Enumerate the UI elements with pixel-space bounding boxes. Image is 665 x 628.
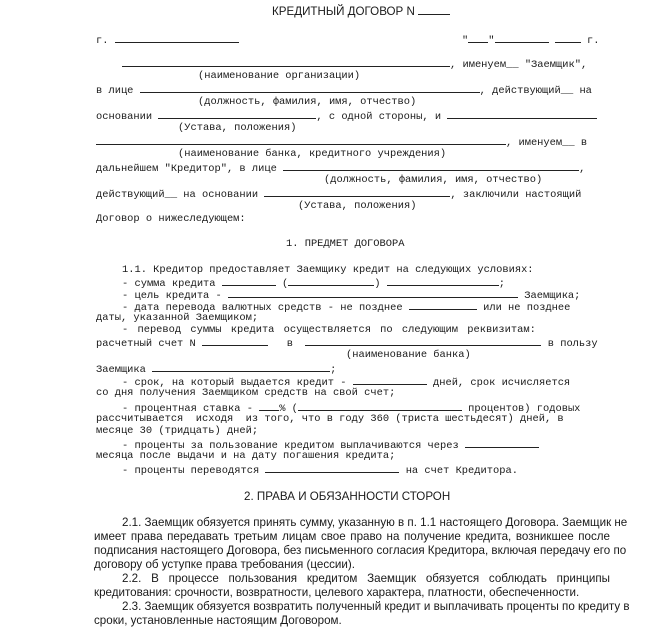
borrower-line xyxy=(96,362,336,376)
borrower-name-blank[interactable] xyxy=(122,57,450,67)
text-line: месяце 30 (тридцать) дней; xyxy=(96,425,259,437)
pay-blank[interactable] xyxy=(465,438,539,448)
borrower-rep-blank[interactable] xyxy=(140,83,480,93)
t: ; xyxy=(330,364,337,376)
creditor-rep-blank[interactable] xyxy=(283,161,579,171)
preamble-line-5 xyxy=(96,161,585,175)
borrower-basis-blank[interactable] xyxy=(158,109,316,119)
preamble-line-4 xyxy=(96,135,587,149)
section-2-heading: 2. ПРАВА И ОБЯЗАННОСТИ СТОРОН xyxy=(244,490,451,503)
term-blank[interactable] xyxy=(353,375,427,385)
t: на счет Кредитора. xyxy=(405,465,518,477)
q2: " xyxy=(488,35,495,47)
date-line xyxy=(462,33,599,47)
t: в лице xyxy=(96,85,134,97)
hint: (наименование банка, кредитного учреждения) xyxy=(178,148,447,160)
hint: (должность, фамилия, имя, отчество) xyxy=(198,96,417,108)
text-line: - перевод суммы кредита осуществляется по следующим реквизитам: xyxy=(122,324,536,336)
t: - сумма кредита xyxy=(122,278,216,290)
t: - дата перевода валютных средств - не позднее xyxy=(122,302,403,314)
text-line: со дня получения Заемщиком средств на свой счет; xyxy=(96,387,396,399)
date-blank[interactable] xyxy=(409,300,477,310)
t: действующий__ на основании xyxy=(96,189,259,201)
hint: (Устава, положения) xyxy=(298,200,417,212)
bank-blank-start[interactable] xyxy=(447,109,597,119)
preamble-line-7: Договор о нижеследующем: xyxy=(96,213,246,225)
t: - проценты за пользование кредитом выплачиваются через xyxy=(122,440,459,452)
clause-2-2-l2: кредитования: срочности, возвратности, целевого характера, платности, обеспеченности. xyxy=(94,586,580,599)
hint: (Устава, положения) xyxy=(178,122,297,134)
account-line xyxy=(96,336,598,350)
t: % ( xyxy=(279,403,298,415)
year-blank[interactable] xyxy=(555,33,581,43)
text-line: рассчитывается исходя из того, что в году 360 (триста шестьдесят) дней, в xyxy=(96,413,564,425)
t: основании xyxy=(96,111,153,123)
clause-2-1-l4: договору об уступке права требования (цессии). xyxy=(94,558,355,571)
t: , заключили настоящий xyxy=(450,189,582,201)
hint: (наименование банка) xyxy=(346,349,471,361)
city-prefix: г. xyxy=(96,35,109,47)
day-blank[interactable] xyxy=(468,33,488,43)
t: или не позднее xyxy=(483,302,571,314)
t: , действующий__ на xyxy=(479,85,592,97)
t: процентов) годовых xyxy=(468,403,581,415)
t: дальнейшем "Кредитор", в лице xyxy=(96,163,277,175)
t: ) xyxy=(374,278,381,290)
preamble-line-2 xyxy=(96,83,592,97)
rate-words-blank[interactable] xyxy=(298,401,462,411)
text-line: месяца после выдачи и на дату погашения кредита; xyxy=(96,450,396,462)
goal-blank[interactable] xyxy=(228,288,518,298)
t: , именуем__ "Заемщик", xyxy=(450,59,588,71)
t: расчетный счет N xyxy=(96,338,196,350)
t: , именуем__ в xyxy=(506,137,588,149)
t: в пользу xyxy=(547,338,598,350)
preamble-line-6 xyxy=(96,187,581,201)
bank-blank[interactable] xyxy=(305,336,541,346)
q1: " xyxy=(462,35,469,47)
clause-2-1-l2: имеет права передавать третьим лицам свое право на получение кредита, возникшее после xyxy=(94,530,610,543)
t: Заемщика; xyxy=(524,290,581,302)
account-blank[interactable] xyxy=(202,336,268,346)
t: , xyxy=(579,163,586,175)
year-suffix: г. xyxy=(587,35,600,47)
contract-number-blank[interactable] xyxy=(418,5,450,15)
t: Заемщика xyxy=(96,364,146,376)
t: в xyxy=(286,338,293,350)
hint: (должность, фамилия, имя, отчество) xyxy=(324,174,543,186)
t: - проценты переводятся xyxy=(122,465,260,477)
sum-words-blank[interactable] xyxy=(288,276,374,286)
clause-1-1: 1.1. Кредитор предоставляет Заемщику кредит на следующих условиях: xyxy=(122,264,534,276)
city-line xyxy=(96,33,239,47)
clause-2-1-l1: 2.1. Заемщик обязуется принять сумму, указанную в п. 1.1 настоящего Договора. Заемщик не xyxy=(122,516,628,529)
t: дней, срок исчисляется xyxy=(432,377,571,389)
preamble-line-1 xyxy=(122,57,587,71)
t: , с одной стороны, и xyxy=(316,111,442,123)
clause-2-3-l1: 2.3. Заемщик обязуется возвратить полученный кредит и выплачивать проценты по кредиту в xyxy=(122,600,630,613)
rate-blank[interactable] xyxy=(259,401,279,411)
document-title xyxy=(272,5,450,19)
t: ; xyxy=(498,278,506,290)
city-blank[interactable] xyxy=(115,33,239,43)
sum-blank[interactable] xyxy=(222,276,276,286)
t: - срок, на который выдается кредит - xyxy=(122,377,347,389)
borrower-blank[interactable] xyxy=(152,362,330,372)
t: - процентная ставка - xyxy=(122,403,253,415)
clause-2-3-l2: сроки, установленные настоящим Договором. xyxy=(94,614,342,627)
currency-blank[interactable] xyxy=(387,276,499,286)
hint: (наименование организации) xyxy=(198,70,361,82)
section-1-heading: 1. ПРЕДМЕТ ДОГОВОРА xyxy=(286,238,405,250)
clause-2-1-l3: подписания настоящего Договора, без письменного согласия Кредитора, включая передачу его по xyxy=(94,544,627,557)
t: - цель кредита - xyxy=(122,290,222,302)
clause-2-2-l1: 2.2. В процессе пользования кредитом Заемщик обязуется соблюдать принципы xyxy=(122,572,610,585)
t: ( xyxy=(282,278,289,290)
creditor-basis-blank[interactable] xyxy=(264,187,450,197)
month-blank[interactable] xyxy=(495,33,549,43)
bank-name-blank[interactable] xyxy=(96,135,506,145)
title-text: КРЕДИТНЫЙ ДОГОВОР N xyxy=(272,5,415,18)
preamble-line-3 xyxy=(96,109,597,123)
text-line: даты, указанной Заемщиком; xyxy=(96,312,259,324)
interest-transfer-line xyxy=(122,463,518,477)
transfer-blank[interactable] xyxy=(265,463,399,473)
